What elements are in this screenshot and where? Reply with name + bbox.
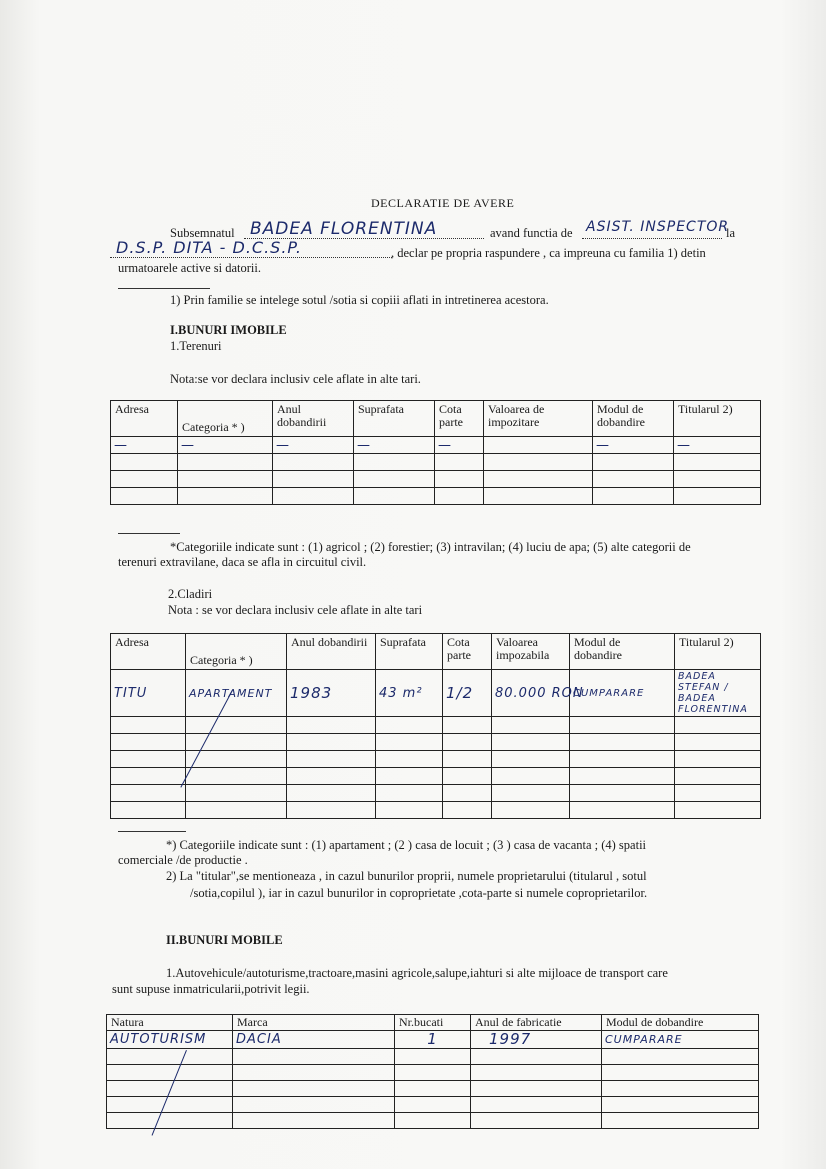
footnote-rule <box>118 288 210 289</box>
header-anul: Anul dobandirii <box>273 401 354 437</box>
header-suprafata: Suprafata <box>354 401 435 437</box>
table-cell: — <box>354 437 435 454</box>
footnote-rule <box>118 831 186 832</box>
titular-note-cont: /sotia,copilul ), iar in cazul bunurilor in coproprietate ,cota-parte si numele coproprietarilor. <box>190 886 648 900</box>
cladiri-subheading: 2.Cladiri <box>168 587 213 601</box>
header-categoria: Categoria * ) <box>178 401 273 437</box>
terenuri-table <box>110 400 761 505</box>
cell-anul-fabricatie: 1997 <box>471 1031 602 1049</box>
cladiri-category-note: *) Categoriile indicate sunt : (1) apartament ; (2 ) casa de locuit ; (3 ) casa de vacanta ; (4) spatii <box>166 838 647 852</box>
header-modul-dobandire: Modul de dobandire <box>602 1015 759 1031</box>
document-title: DECLARATIE DE AVERE <box>371 196 515 210</box>
header-valoarea: Valoarea impozabila <box>492 634 570 670</box>
autovehicule-table <box>106 1014 759 1129</box>
footnote-family: 1) Prin familie se intelege sotul /sotia si copiii aflati in intretinerea acestora. <box>170 293 549 307</box>
cell-valoarea: 80.000 RON <box>492 670 570 717</box>
table-row <box>107 1031 759 1049</box>
header-titularul: Titularul 2) <box>675 634 761 670</box>
cell-cota: 1/2 <box>443 670 492 717</box>
intro-line3: urmatoarele active si datorii. <box>118 261 261 275</box>
header-marca: Marca <box>233 1015 395 1031</box>
autovehicule-subheading: 1.Autovehicule/autoturisme,tractoare,masini agricole,salupe,iahturi si alte mijloace de transport care <box>166 966 668 980</box>
section-imobile-heading: I.BUNURI IMOBILE <box>170 323 287 337</box>
subsemnatul-label: Subsemnatul <box>170 226 235 240</box>
institution-dotted-line <box>110 257 392 258</box>
terenuri-header-row <box>111 401 761 437</box>
titular-note: 2) La "titular",se mentioneaza , in cazul bunurilor proprii, numele proprietarului (titularul , sotul <box>166 869 647 883</box>
header-modul: Modul de dobandire <box>570 634 675 670</box>
header-adresa: Adresa <box>111 634 186 670</box>
table-row <box>111 471 761 488</box>
header-anul-fabricatie: Anul de fabricatie <box>471 1015 602 1031</box>
function-dotted-line <box>582 238 722 239</box>
cladiri-category-note-cont: comerciale /de productie . <box>118 853 248 867</box>
cell-marca: DACIA <box>233 1031 395 1049</box>
terenuri-category-note-cont: terenuri extravilane, daca se afla in circuitul civil. <box>118 555 367 569</box>
table-cell: — <box>273 437 354 454</box>
header-adresa: Adresa <box>111 401 178 437</box>
terenuri-subheading: 1.Terenuri <box>170 339 222 353</box>
header-suprafata: Suprafata <box>376 634 443 670</box>
declarant-institution: D.S.P. DITA - D.C.S.P. <box>116 238 302 257</box>
cell-titularul: BADEA STEFAN / BADEA FLORENTINA <box>675 670 761 717</box>
cell-adresa: TITU <box>111 670 186 717</box>
table-cell <box>484 437 593 454</box>
cell-modul: CUMPARARE <box>570 670 675 717</box>
table-row <box>107 1081 759 1097</box>
function-label: avand functia de <box>490 226 573 240</box>
declarant-function: ASIST. INSPECTOR <box>586 219 730 235</box>
header-titularul: Titularul 2) <box>674 401 761 437</box>
header-cota: Cota parte <box>435 401 484 437</box>
cell-categoria: APARTAMENT <box>186 670 287 717</box>
cell-natura: AUTOTURISM <box>107 1031 233 1049</box>
table-row <box>111 802 761 819</box>
declar-text: , declar pe propria raspundere , ca impreuna cu familia 1) detin <box>391 246 706 260</box>
header-categoria: Categoria * ) <box>186 634 287 670</box>
terenuri-nota: Nota:se vor declara inclusiv cele aflate in alte tari. <box>170 372 421 386</box>
cell-suprafata: 43 m² <box>376 670 443 717</box>
table-row <box>111 488 761 505</box>
header-valoarea: Valoarea de impozitare <box>484 401 593 437</box>
table-row <box>107 1065 759 1081</box>
cladiri-table <box>110 633 761 819</box>
table-row <box>111 454 761 471</box>
cell-anul: 1983 <box>287 670 376 717</box>
table-row <box>107 1049 759 1065</box>
la-label: la <box>726 226 736 240</box>
header-nr-bucati: Nr.bucati <box>395 1015 471 1031</box>
table-cell: — <box>111 437 178 454</box>
cell-modul-dobandire: CUMPARARE <box>602 1031 759 1049</box>
table-cell: — <box>674 437 761 454</box>
table-row <box>107 1097 759 1113</box>
table-row <box>111 751 761 768</box>
cell-nr-bucati: 1 <box>395 1031 471 1049</box>
table-row <box>111 768 761 785</box>
table-row <box>111 717 761 734</box>
table-row <box>111 670 761 717</box>
terenuri-category-note: *Categoriile indicate sunt : (1) agricol ; (2) forestier; (3) intravilan; (4) luciu de apa; (5) alte categorii de <box>170 540 691 554</box>
table-cell: — <box>435 437 484 454</box>
cladiri-header-row <box>111 634 761 670</box>
table-row <box>111 785 761 802</box>
header-anul: Anul dobandirii <box>287 634 376 670</box>
footnote-rule <box>118 533 180 534</box>
table-row <box>111 437 761 454</box>
autovehicule-subheading-cont: sunt supuse inmatricularii,potrivit legii. <box>112 982 310 996</box>
header-cota: Cota parte <box>443 634 492 670</box>
table-cell: — <box>593 437 674 454</box>
table-row <box>107 1113 759 1129</box>
section-mobile-heading: II.BUNURI MOBILE <box>166 933 283 947</box>
cladiri-nota: Nota : se vor declara inclusiv cele aflate in alte tari <box>168 603 423 617</box>
header-natura: Natura <box>107 1015 233 1031</box>
declarant-name: BADEA FLORENTINA <box>250 219 438 239</box>
autovehicule-header-row <box>107 1015 759 1031</box>
header-modul: Modul de dobandire <box>593 401 674 437</box>
table-cell: — <box>178 437 273 454</box>
